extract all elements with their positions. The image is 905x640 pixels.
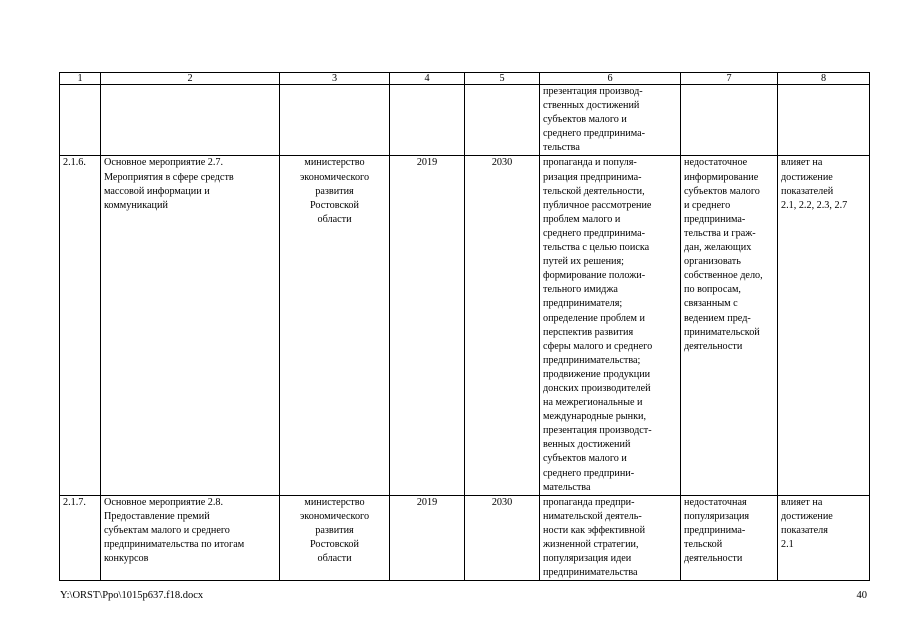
cell-line: пропаганда и популя- bbox=[543, 157, 637, 169]
cell-line: тельства с целью поиска bbox=[543, 242, 650, 254]
executor-cell bbox=[280, 156, 390, 495]
result-cell bbox=[540, 495, 681, 581]
cell-line: венных достижений bbox=[543, 439, 631, 451]
measures-table bbox=[59, 72, 870, 581]
cell-line: недостаточная bbox=[684, 496, 747, 508]
cell-line: ности как эффективной bbox=[543, 524, 646, 536]
cell-line: ведением пред- bbox=[684, 312, 751, 324]
cell-line: достижение bbox=[781, 171, 833, 183]
table-row bbox=[60, 495, 870, 581]
header-row bbox=[60, 73, 870, 85]
cell-line: мательства bbox=[543, 481, 591, 493]
result-cell bbox=[540, 85, 681, 156]
cell-line: презентация производ- bbox=[543, 86, 643, 97]
cell-line: на межрегиональные и bbox=[543, 397, 643, 409]
measure-name-cell bbox=[101, 156, 280, 495]
cell-line: среднего предприни- bbox=[543, 467, 635, 479]
cell-line: принимательской bbox=[684, 326, 760, 338]
cell-line: путей их решения; bbox=[543, 256, 625, 268]
cell-line: предпринимателя; bbox=[543, 298, 623, 310]
header-cell: 5 bbox=[465, 73, 540, 85]
cell-line: области bbox=[317, 553, 352, 565]
cell-line: популяризация bbox=[684, 510, 750, 522]
cell-line: экономического bbox=[299, 171, 370, 183]
table-cell bbox=[681, 85, 778, 156]
cell-line: популяризация идеи bbox=[543, 553, 632, 565]
continuation-row bbox=[60, 85, 870, 156]
cell-line: министерство bbox=[304, 157, 365, 169]
cell-line: предпринимательства; bbox=[543, 354, 641, 366]
cell-line: развития bbox=[315, 524, 354, 536]
cell-line: пропаганда предпри- bbox=[543, 496, 635, 508]
cell-line: предпринимательства по итогам bbox=[104, 539, 245, 550]
cell-line: 2.1, 2.2, 2.3, 2.7 bbox=[781, 199, 848, 211]
cell-line: предпринима- bbox=[684, 524, 746, 536]
cell-line: собственное дело, bbox=[684, 270, 763, 282]
cell-line: предпринимательства bbox=[543, 567, 638, 579]
result-cell bbox=[540, 156, 681, 495]
cell-line: проблем малого и bbox=[543, 213, 621, 225]
cell-line: экономического bbox=[299, 510, 370, 522]
table-cell bbox=[778, 85, 870, 156]
cell-line: министерство bbox=[304, 496, 365, 508]
cell-line: дан, желающих bbox=[684, 242, 752, 254]
cell-line: области bbox=[317, 213, 352, 225]
header-cell: 2 bbox=[101, 73, 280, 85]
cell-line: формирование положи- bbox=[543, 270, 646, 282]
cell-line: деятельности bbox=[684, 340, 743, 352]
cell-line: влияет на bbox=[781, 157, 823, 169]
cell-line: Ростовской bbox=[310, 199, 359, 211]
cell-line: тельской деятельности, bbox=[543, 185, 645, 197]
end-year-cell: 2030 bbox=[465, 495, 540, 581]
table-cell bbox=[390, 85, 465, 156]
cell-line: Основное мероприятие 2.8. bbox=[104, 496, 224, 508]
cell-line: недостаточное bbox=[684, 157, 748, 169]
cell-line: международные рынки, bbox=[543, 411, 647, 423]
cell-line: влияет на bbox=[781, 496, 823, 508]
header-cell: 1 bbox=[60, 73, 101, 85]
cell-line: донских производителей bbox=[543, 382, 651, 394]
cell-line: презентация производст- bbox=[543, 425, 652, 437]
cell-line: сферы малого и среднего bbox=[543, 340, 653, 352]
table-cell bbox=[101, 85, 280, 156]
cell-line: тельства bbox=[543, 142, 580, 154]
cell-line: нимательской деятель- bbox=[543, 510, 642, 522]
end-year-cell: 2030 bbox=[465, 156, 540, 495]
cell-line: Ростовской bbox=[310, 539, 359, 550]
indicator-link-cell bbox=[778, 495, 870, 581]
cell-line: коммуникаций bbox=[104, 199, 168, 211]
header-cell: 7 bbox=[681, 73, 778, 85]
header-cell: 8 bbox=[778, 73, 870, 85]
cell-line: среднего предпринима- bbox=[543, 227, 646, 239]
table-cell bbox=[280, 85, 390, 156]
start-year-cell: 2019 bbox=[390, 156, 465, 495]
table-cell bbox=[60, 85, 101, 156]
cell-line: развития bbox=[315, 185, 354, 197]
cell-line: Предоставление премий bbox=[104, 510, 210, 522]
row-number: 2.1.7. bbox=[60, 495, 101, 581]
page-number: 40 bbox=[856, 590, 867, 601]
cell-line: информирование bbox=[684, 171, 759, 183]
header-cell: 6 bbox=[540, 73, 681, 85]
cell-line: тельного имиджа bbox=[543, 284, 618, 296]
cell-line: субъектов малого bbox=[684, 185, 760, 197]
cell-line: и среднего bbox=[684, 199, 731, 211]
cell-line: по вопросам, bbox=[684, 284, 741, 296]
cell-line: тельской bbox=[684, 539, 723, 550]
cell-line: конкурсов bbox=[104, 553, 149, 565]
footer-file-path: Y:\ORST\Ppo\1015p637.f18.docx bbox=[60, 590, 204, 601]
cell-line: жизненной стратегии, bbox=[543, 539, 639, 550]
cell-line: Основное мероприятие 2.7. bbox=[104, 157, 224, 169]
cell-line: субъектам малого и среднего bbox=[104, 524, 230, 536]
consequence-cell bbox=[681, 156, 778, 495]
cell-line: массовой информации и bbox=[104, 185, 210, 197]
header-cell: 3 bbox=[280, 73, 390, 85]
cell-line: тельства и граж- bbox=[684, 227, 756, 239]
consequence-cell bbox=[681, 495, 778, 581]
cell-line: показателей bbox=[781, 185, 834, 197]
cell-line: 2.1 bbox=[781, 539, 794, 550]
cell-line: определение проблем и bbox=[543, 312, 645, 324]
start-year-cell: 2019 bbox=[390, 495, 465, 581]
cell-line: показателя bbox=[781, 524, 828, 536]
executor-cell bbox=[280, 495, 390, 581]
cell-line: Мероприятия в сфере средств bbox=[104, 171, 234, 183]
cell-line: предпринима- bbox=[684, 213, 746, 225]
cell-line: продвижение продукции bbox=[543, 368, 651, 380]
cell-line: ризация предпринима- bbox=[543, 171, 642, 183]
indicator-link-cell bbox=[778, 156, 870, 495]
cell-line: достижение bbox=[781, 510, 833, 522]
cell-line: деятельности bbox=[684, 553, 743, 565]
cell-line: субъектов малого и bbox=[543, 453, 627, 465]
measure-name-cell bbox=[101, 495, 280, 581]
cell-line: публичное рассмотрение bbox=[543, 199, 652, 211]
cell-line: организовать bbox=[684, 256, 741, 268]
cell-line: субъектов малого и bbox=[543, 114, 627, 126]
table-row bbox=[60, 156, 870, 495]
cell-line: среднего предпринима- bbox=[543, 128, 646, 140]
cell-line: перспектив развития bbox=[543, 326, 634, 338]
cell-line: связанным с bbox=[684, 298, 738, 310]
table-cell bbox=[465, 85, 540, 156]
row-number: 2.1.6. bbox=[60, 156, 101, 495]
cell-line: ственных достижений bbox=[543, 100, 640, 112]
header-cell: 4 bbox=[390, 73, 465, 85]
